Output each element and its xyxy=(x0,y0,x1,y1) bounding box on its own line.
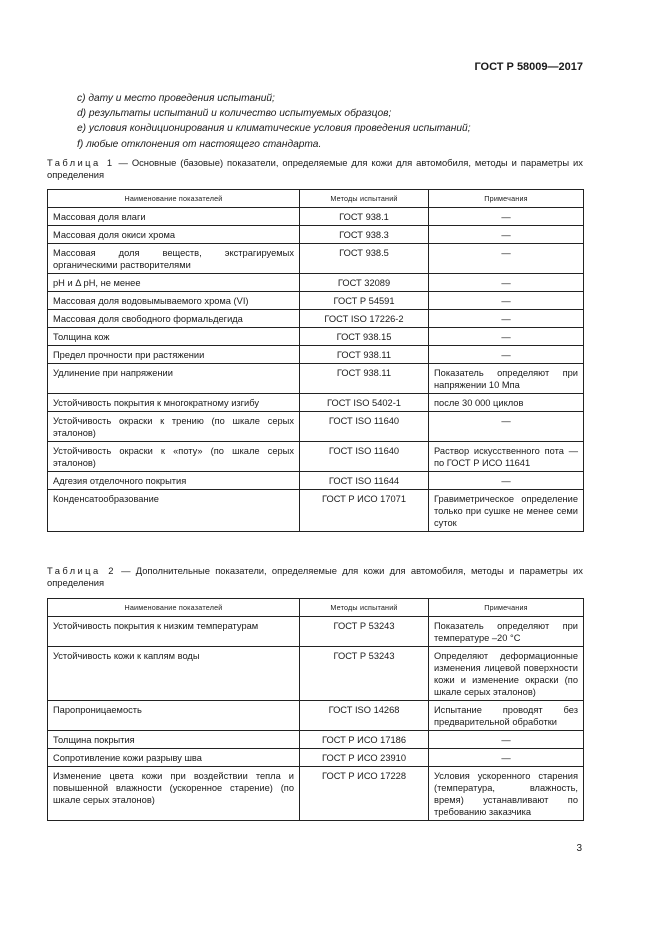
indicator-cell: Устойчивость кожи к каплям воды xyxy=(48,647,300,701)
note-cell: — xyxy=(429,292,584,310)
list-item: d) результаты испытаний и количество испытуемых образцов; xyxy=(77,108,392,120)
table-row xyxy=(48,490,584,532)
method-cell: ГОСТ 938.15 xyxy=(300,328,429,346)
note-cell: Определяют деформационные изменения лицевой поверхности кожи и изменение окраски (по шкале серых эталонов) xyxy=(429,647,584,701)
method-cell: ГОСТ Р 54591 xyxy=(300,292,429,310)
method-cell: ГОСТ 938.11 xyxy=(300,346,429,364)
note-cell: Испытание проводят без предварительной обработки xyxy=(429,701,584,731)
table-row xyxy=(48,617,584,647)
table-row xyxy=(48,394,584,412)
indicator-cell: Массовая доля водовымываемого хрома (VI) xyxy=(48,292,300,310)
table-header-cell: Методы испытаний xyxy=(300,190,429,208)
method-cell: ГОСТ ISO 5402-1 xyxy=(300,394,429,412)
note-cell: — xyxy=(429,472,584,490)
method-cell: ГОСТ Р ИСО 17071 xyxy=(300,490,429,532)
table-row xyxy=(48,767,584,821)
note-cell: — xyxy=(429,208,584,226)
method-cell: ГОСТ Р ИСО 17228 xyxy=(300,767,429,821)
table1-caption-label: Таблица 1 xyxy=(47,157,115,168)
indicator-cell: pH и Δ pH, не менее xyxy=(48,274,300,292)
table-header-cell: Примечания xyxy=(429,190,584,208)
note-cell: Показатель определяют при температуре –20 °С xyxy=(429,617,584,647)
document-header-id: ГОСТ Р 58009—2017 xyxy=(474,61,583,73)
indicator-cell: Адгезия отделочного покрытия xyxy=(48,472,300,490)
indicator-cell: Предел прочности при растяжении xyxy=(48,346,300,364)
table1-caption-text: — Основные (базовые) показатели, определяемые для кожи для автомобиля, методы и параметры их определения xyxy=(47,157,583,180)
table-row xyxy=(48,749,584,767)
list-item: c) дату и место проведения испытаний; xyxy=(77,93,275,104)
table-row xyxy=(48,244,584,274)
table-row xyxy=(48,442,584,472)
note-cell: — xyxy=(429,274,584,292)
table-row xyxy=(48,346,584,364)
table-header-cell: Примечания xyxy=(429,599,584,617)
method-cell: ГОСТ 938.5 xyxy=(300,244,429,274)
method-cell: ГОСТ ISO 11640 xyxy=(300,442,429,472)
table-row xyxy=(48,226,584,244)
table-row xyxy=(48,328,584,346)
table1 xyxy=(47,189,584,532)
note-cell: — xyxy=(429,244,584,274)
note-cell: Гравиметрическое определение только при сушке не менее семи суток xyxy=(429,490,584,532)
table-header-cell: Наименование показателей xyxy=(48,190,300,208)
note-cell: — xyxy=(429,226,584,244)
indicator-cell: Массовая доля свободного формальдегида xyxy=(48,310,300,328)
note-cell: — xyxy=(429,346,584,364)
table-header-cell: Методы испытаний xyxy=(300,599,429,617)
table-row xyxy=(48,208,584,226)
note-cell: — xyxy=(429,731,584,749)
method-cell: ГОСТ Р 53243 xyxy=(300,647,429,701)
note-cell: Показатель определяют при напряжении 10 Мпа xyxy=(429,364,584,394)
note-cell: — xyxy=(429,310,584,328)
conditions-list xyxy=(77,91,471,152)
method-cell: ГОСТ ISO 14268 xyxy=(300,701,429,731)
table-row xyxy=(48,731,584,749)
indicator-cell: Сопротивление кожи разрыву шва xyxy=(48,749,300,767)
indicator-cell: Устойчивость окраски к «поту» (по шкале серых эталонов) xyxy=(48,442,300,472)
table2-caption-label: Таблица 2 xyxy=(47,565,116,576)
method-cell: ГОСТ Р ИСО 23910 xyxy=(300,749,429,767)
table-row xyxy=(48,292,584,310)
table-row xyxy=(48,472,584,490)
indicator-cell: Удлинение при напряжении xyxy=(48,364,300,394)
note-cell: — xyxy=(429,412,584,442)
indicator-cell: Массовая доля окиси хрома xyxy=(48,226,300,244)
method-cell: ГОСТ ISO 11644 xyxy=(300,472,429,490)
note-cell: — xyxy=(429,328,584,346)
table-row xyxy=(48,647,584,701)
table-row xyxy=(48,274,584,292)
method-cell: ГОСТ ISO 17226-2 xyxy=(300,310,429,328)
table2-caption xyxy=(47,565,583,589)
indicator-cell: Устойчивость окраски к трению (по шкале серых эталонов) xyxy=(48,412,300,442)
indicator-cell: Массовая доля веществ, экстрагируемых органическими растворителями xyxy=(48,244,300,274)
method-cell: ГОСТ ISO 11640 xyxy=(300,412,429,442)
indicator-cell: Конденсатообразование xyxy=(48,490,300,532)
table-row xyxy=(48,412,584,442)
table2 xyxy=(47,598,584,821)
indicator-cell: Устойчивость покрытия к низким температурам xyxy=(48,617,300,647)
list-item: e) условия кондиционирования и климатические условия проведения испытаний; xyxy=(77,123,471,135)
note-cell: после 30 000 циклов xyxy=(429,394,584,412)
method-cell: ГОСТ Р 53243 xyxy=(300,617,429,647)
list-item: f) любые отклонения от настоящего стандарта. xyxy=(77,138,322,150)
method-cell: ГОСТ 938.3 xyxy=(300,226,429,244)
note-cell: Раствор искусственного пота — по ГОСТ Р ИСО 11641 xyxy=(429,442,584,472)
note-cell: Условия ускоренного старения (температура, влажность, время) устанавливают по требованию заказчика xyxy=(429,767,584,821)
table-header-cell: Наименование показателей xyxy=(48,599,300,617)
table1-caption xyxy=(47,157,583,181)
indicator-cell: Толщина покрытия xyxy=(48,731,300,749)
page-number: 3 xyxy=(576,843,582,854)
note-cell: — xyxy=(429,749,584,767)
table-row xyxy=(48,364,584,394)
indicator-cell: Толщина кож xyxy=(48,328,300,346)
indicator-cell: Изменение цвета кожи при воздействии тепла и повышенной влажности (ускоренное старение) (по шкале серых эталонов) xyxy=(48,767,300,821)
indicator-cell: Паропроницаемость xyxy=(48,701,300,731)
method-cell: ГОСТ 938.11 xyxy=(300,364,429,394)
indicator-cell: Устойчивость покрытия к многократному изгибу xyxy=(48,394,300,412)
indicator-cell: Массовая доля влаги xyxy=(48,208,300,226)
method-cell: ГОСТ 938.1 xyxy=(300,208,429,226)
table-row xyxy=(48,701,584,731)
method-cell: ГОСТ Р ИСО 17186 xyxy=(300,731,429,749)
method-cell: ГОСТ 32089 xyxy=(300,274,429,292)
table2-caption-text: — Дополнительные показатели, определяемые для кожи для автомобиля, методы и параметры их определения xyxy=(47,565,583,588)
table-row xyxy=(48,310,584,328)
